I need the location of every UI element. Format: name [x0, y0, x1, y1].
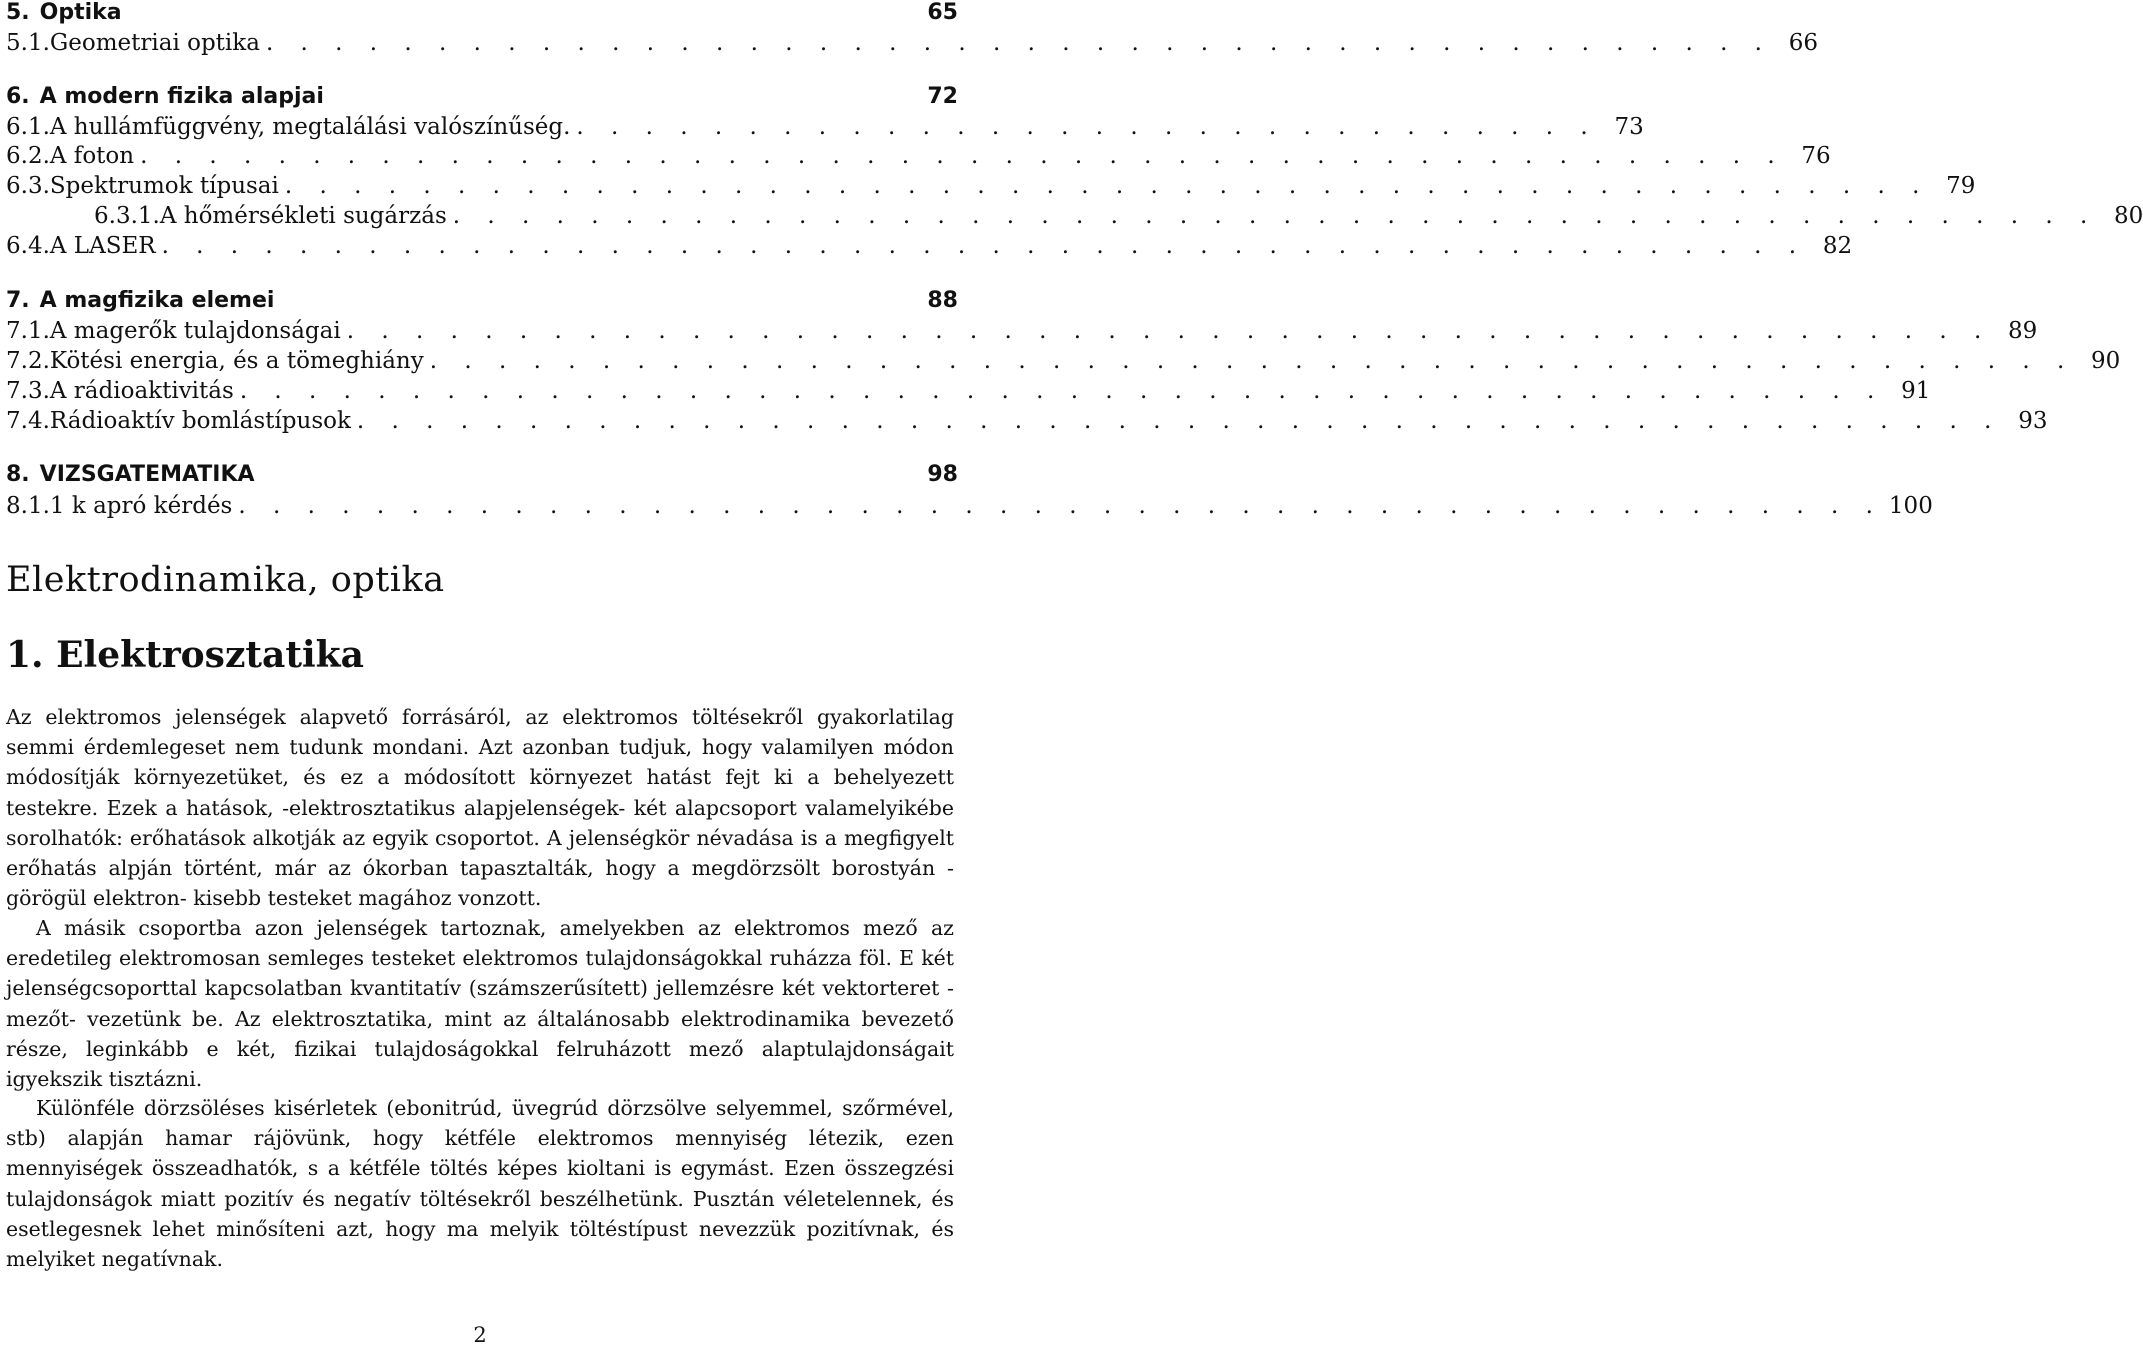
toc-number: 7.3. — [6, 378, 50, 404]
toc-chapter-6[interactable] — [6, 82, 958, 112]
toc-page: 89 — [2008, 318, 2038, 344]
toc-subsection-6-3-1[interactable] — [6, 201, 2143, 231]
toc-section-6-2[interactable] — [6, 141, 1831, 171]
toc-page: 72 — [927, 84, 958, 109]
toc-title: A magfizika elemei — [39, 288, 275, 313]
toc-page: 82 — [1822, 233, 1853, 259]
toc-section-7-4[interactable] — [6, 406, 2048, 436]
toc-leader-dots: . . . . . . . . . . . . . . . . . . . . . . . . . . . . . . . . . . . . . . . . . . . . . . . . — [140, 143, 1785, 169]
toc-number: 6.3. — [6, 173, 50, 199]
toc-number: 7. — [6, 288, 30, 313]
toc-number: 6.3.1. — [94, 203, 160, 229]
toc-leader-dots: . . . . . . . . . . . . . . . . . . . . . . . . . . . . . . . . . . . . . . . . . . . . . . . . — [356, 408, 2002, 434]
toc-title: Kötési energia, és a tömeghiány — [49, 348, 424, 374]
toc-page: 91 — [1901, 378, 1931, 404]
part-heading: Elektrodinamika, optika — [6, 560, 445, 600]
page-number: 2 — [473, 1323, 487, 1347]
toc-page: 88 — [927, 288, 958, 313]
toc-page: 65 — [927, 0, 958, 25]
toc-title: 1 k apró kérdés — [49, 493, 233, 519]
toc-chapter-8[interactable] — [6, 460, 958, 490]
toc-leader-dots: . . . . . . . . . . . . . . . . . . . . . . . . . . . . . . . . . . . . . . . . . . . . . . . . — [161, 233, 1807, 259]
toc-number: 7.4. — [6, 408, 50, 434]
toc-section-7-1[interactable] — [6, 316, 2038, 346]
toc-chapter-7[interactable] — [6, 286, 958, 316]
toc-title: A hullámfüggvény, megtalálási valószínűség. — [49, 114, 571, 140]
toc-page: 76 — [1801, 143, 1831, 169]
toc-title: A magerők tulajdonságai — [49, 318, 341, 344]
toc-number: 8. — [6, 462, 30, 487]
toc-page: 98 — [927, 462, 958, 487]
toc-section-6-1[interactable] — [6, 112, 1644, 142]
toc-leader-dots: . . . . . . . . . . . . . . . . . . . . . . . . . . . . . . . . . . . . . . . . . . . . . . . . — [284, 173, 1930, 199]
toc-leader-dots: . . . . . . . . . . . . . . . . . . . . . . . . . . . . . . . . . . . . . . . . . . . . . . . . — [452, 203, 2098, 229]
toc-leader-dots: . . . . . . . . . . . . . . . . . . . . . . . . . . . . . . . . . . . . . . . . . . . . . . . . — [238, 493, 1883, 519]
paragraph: A másik csoportba azon jelenségek tartoznak, amelyekben az elektromos mező az eredetileg elektromosan semleges testeket elektromos tulajdonságokkal ruházza föl. E két jelenségcsoporttal kapcsolatban kvantitatív (számszerűsített) jellemzésre két vektorteret -mezőt- vezetünk be. Az elektrosztatika, mint az általánosabb elektrodinamika bevezető része, leginkább e két, fizikai tulajdoságokkal felruházott mező alaptulajdonságait igyekszik tisztázni. — [6, 916, 954, 1092]
toc-title: A hőmérsékleti sugárzás — [159, 203, 447, 229]
toc-title: A LASER — [49, 233, 156, 259]
toc-title: A foton — [49, 143, 135, 169]
toc-page: 93 — [2018, 408, 2048, 434]
paragraph: Különféle dörzsöléses kisérletek (ebonitrúd, üvegrúd dörzsölve selyemmel, szőrmével, stb) alapján hamar rájövünk, hogy kétféle elektromos mennyiség létezik, ezen mennyiségek összeadhatók, s a kétféle töltés képes kioltani is egymást. Ezen összegzési tulajdonságok miatt pozitív és negatív töltésekről beszélhetünk. Pusztán véletelennek, és esetlegesnek lehet minősíteni azt, hogy ma melyik töltéstípust nevezzük pozitívnak, és melyiket negatívnak. — [6, 1096, 954, 1272]
toc-section-6-4[interactable] — [6, 231, 1853, 261]
toc-title: Spektrumok típusai — [49, 173, 279, 199]
toc-number: 6.4. — [6, 233, 50, 259]
toc-number: 5. — [6, 0, 30, 25]
toc-page: 80 — [2114, 203, 2143, 229]
toc-section-7-3[interactable] — [6, 376, 1931, 406]
toc-page: 73 — [1614, 114, 1644, 140]
toc-number: 7.2. — [6, 348, 50, 374]
toc-title: A rádioaktivitás — [49, 378, 234, 404]
toc-section-8-1[interactable] — [6, 491, 1933, 521]
toc-page: 66 — [1788, 30, 1818, 56]
toc-number: 6.1. — [6, 114, 50, 140]
toc-section-6-3[interactable] — [6, 171, 1976, 201]
toc-page: 79 — [1946, 173, 1976, 199]
toc-section-7-2[interactable] — [6, 346, 2121, 376]
toc-title: VIZSGATEMATIKA — [39, 462, 255, 487]
toc-leader-dots: . . . . . . . . . . . . . . . . . . . . . . . . . . . . . . . . . . . . . . . . . . . . . . . . — [346, 318, 1992, 344]
paragraph: Az elektromos jelenségek alapvető forrásáról, az elektromos töltésekről gyakorlatilag semmi érdemlegeset nem tudunk mondani. Azt azonban tudjuk, hogy valamilyen módon módosítják környezetüket, és ez a módosított környezet hatást fejt ki a behelyezett testekre. Ezek a hatások, -elektrosztatikus alapjelenségek- két alapcsoport valamelyikébe sorolhatók: erőhatások alkotják az egyik csoportot. A jelenségkör névadása is a megfigyelt erőhatás alpján történt, már az ókorban tapasztalták, hogy a megdörzsölt borostyán - görögül elektron- kisebb testeket magához vonzott. — [6, 705, 954, 911]
toc-title: Optika — [39, 0, 122, 25]
toc-leader-dots: . . . . . . . . . . . . . . . . . . . . . . . . . . . . . . — [576, 114, 1598, 140]
toc-leader-dots: . . . . . . . . . . . . . . . . . . . . . . . . . . . . . . . . . . . . . . . . . . . . — [265, 30, 1772, 56]
chapter-heading: 1. Elektrosztatika — [6, 634, 364, 676]
toc-leader-dots: . . . . . . . . . . . . . . . . . . . . . . . . . . . . . . . . . . . . . . . . . . . . . . . . — [429, 348, 2075, 374]
toc-section-5-1[interactable] — [6, 28, 1818, 58]
toc-title: Rádioaktív bomlástípusok — [49, 408, 351, 434]
toc-page: 100 — [1888, 493, 1933, 519]
toc-number: 7.1. — [6, 318, 50, 344]
toc-number: 5.1. — [6, 30, 50, 56]
toc-number: 6. — [6, 84, 30, 109]
toc-page: 90 — [2091, 348, 2121, 374]
toc-title: Geometriai optika — [49, 30, 260, 56]
toc-leader-dots: . . . . . . . . . . . . . . . . . . . . . . . . . . . . . . . . . . . . . . . . . . . . . . . . — [239, 378, 1885, 404]
toc-title: A modern fizika alapjai — [39, 84, 324, 109]
toc-chapter-5[interactable] — [6, 0, 958, 28]
toc-number: 8.1. — [6, 493, 50, 519]
toc-number: 6.2. — [6, 143, 50, 169]
